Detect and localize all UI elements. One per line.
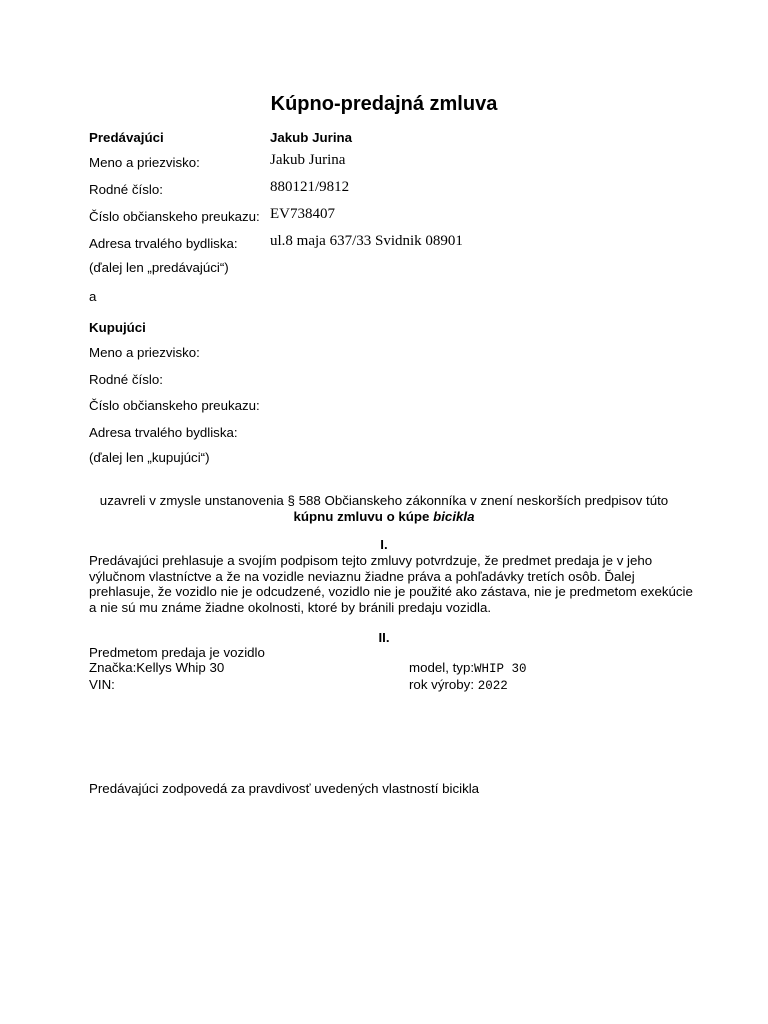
section2-number: II. (378, 630, 390, 645)
seller-name-value: Jakub Jurina (270, 152, 346, 168)
seller-id-label: Číslo občianskeho preukazu: (89, 209, 260, 224)
seller-heading-name: Jakub Jurina (270, 130, 353, 145)
section2-subject: Predmetom predaja je vozidlo (89, 645, 265, 660)
preamble-subject: bicikla (433, 509, 475, 524)
vehicle-year-value: 2022 (477, 679, 508, 693)
seller-birth-value: 880121/9812 (270, 179, 350, 195)
vehicle-model-value: WHIP 30 (474, 662, 527, 676)
buyer-heading: Kupujúci (89, 320, 146, 335)
section1-text: Predávajúci prehlasuje a svojím podpisom tejto zmluvy potvrdzuje, že predmet predaja je v jeho výlučnom vlastníctve a že na vozidle neviaznu žiadne práva a pohľadávky tretích osôb. Ďalej prehlasuje, že vozidlo nie je odcudzené, vozidlo nie je použité ako zástava, nie je predmetom exekúcie a nie sú mu známe žiadne okolnosti, ktoré by bránili predaju vozidla. (89, 553, 693, 615)
seller-id-value: EV738407 (270, 206, 335, 222)
page-title: Kúpno-predajná zmluva (270, 93, 498, 115)
vehicle-year-label: rok výroby: (409, 677, 475, 692)
vehicle-vin-label: VIN: (89, 677, 115, 692)
buyer-name-label: Meno a priezvisko: (89, 345, 200, 360)
seller-birth-label: Rodné číslo: (89, 182, 163, 197)
preamble-contract-name: kúpnu zmluvu o kúpe (293, 509, 434, 524)
vehicle-model-label: model, typ: (409, 660, 475, 675)
buyer-birth-label: Rodné číslo: (89, 372, 163, 387)
seller-alias: (ďalej len „predávajúci“) (89, 260, 229, 275)
preamble-line1: uzavreli v zmysle unstanovenia § 588 Občianskeho zákonníka v znení neskorších predpisov túto (99, 493, 669, 508)
seller-heading: Predávajúci (89, 130, 164, 145)
seller-address-value: ul.8 maja 637/33 Svidnik 08901 (270, 233, 463, 249)
vehicle-model (409, 660, 527, 677)
seller-statement: Predávajúci zodpovedá za pravdivosť uvedených vlastností bicikla (89, 781, 480, 796)
buyer-id-label: Číslo občianskeho preukazu: (89, 398, 260, 413)
vehicle-year (409, 677, 508, 694)
vehicle-brand: Značka:Kellys Whip 30 (89, 660, 225, 675)
buyer-alias: (ďalej len „kupujúci“) (89, 450, 210, 465)
seller-address-label: Adresa trvalého bydliska: (89, 236, 238, 251)
connector-text: a (89, 289, 97, 304)
seller-name-label: Meno a priezvisko: (89, 155, 200, 170)
preamble-line2 (0, 509, 768, 524)
buyer-address-label: Adresa trvalého bydliska: (89, 425, 238, 440)
section1-number: I. (380, 537, 388, 552)
